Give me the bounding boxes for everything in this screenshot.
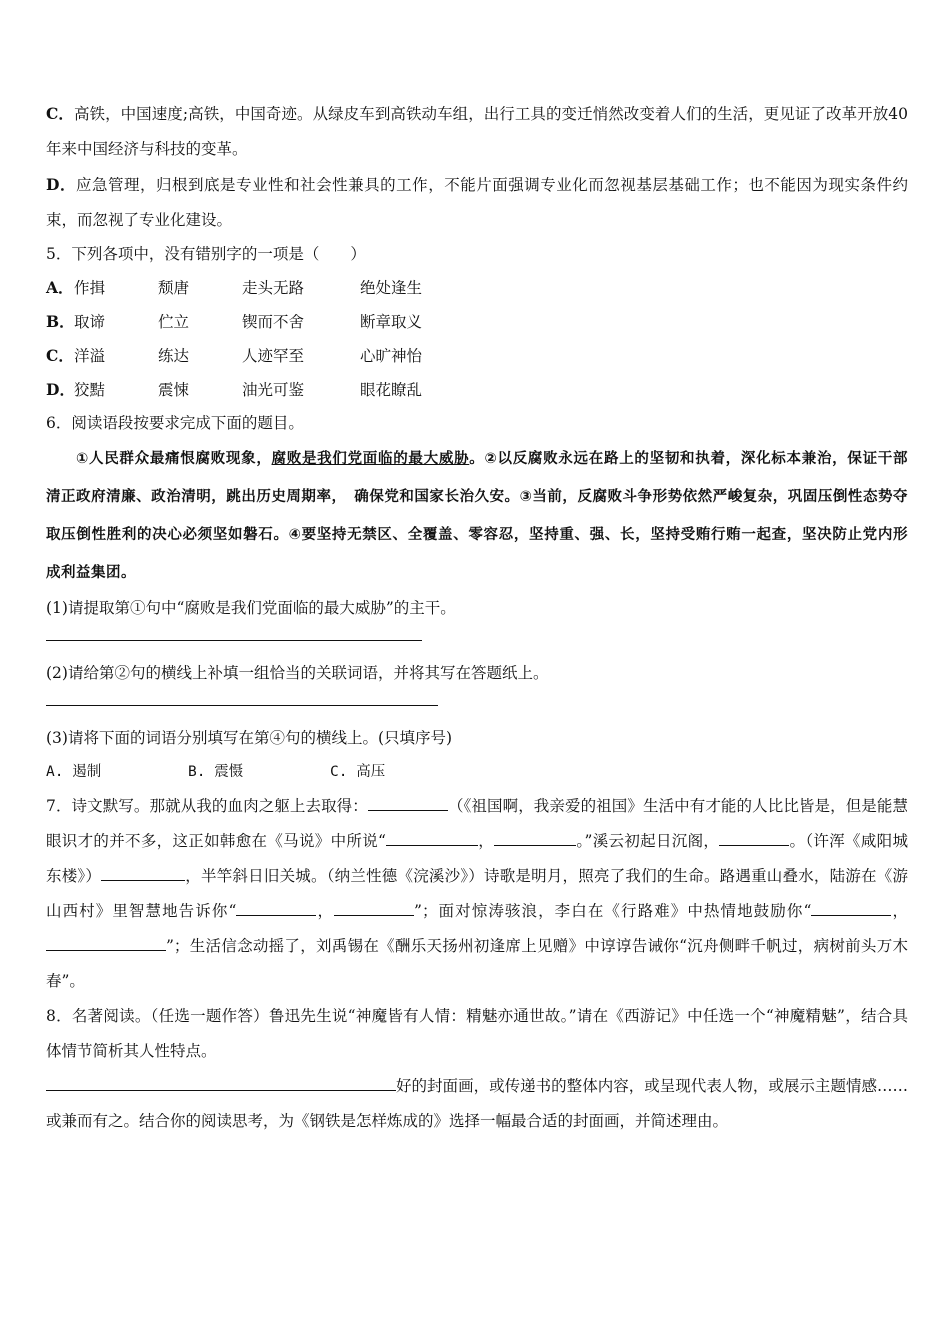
- fill-blank: [334, 901, 414, 916]
- q4-option-c: [46, 96, 908, 167]
- option-word: 伫立: [158, 313, 190, 331]
- q6-sub3: (3)请将下面的词语分别填写在第④句的横线上。(只填序号): [46, 729, 453, 747]
- q5-option-b: [46, 305, 908, 339]
- fill-blank: [386, 831, 478, 846]
- passage-text: 。②以反腐败永远在路上的坚韧和执着，深化标本兼治，保证干部清正政府清廉、政治清明，跳出历史周期率， 确保党和国家长治久安。③当前，反腐败斗争形势依然严峻复杂，巩固压倒性态势夺取压倒性胜利的决心必须坚如磐石。④要坚持无禁区、全覆盖、零容忍，坚持重、强、长，坚持受贿行贿一起查，坚决防止党内形成利益集团。: [46, 451, 909, 581]
- q7-segment: ，: [316, 902, 335, 920]
- q7-segment: ”；面对惊涛骇浪，李白在《行路难》中热情地鼓励你“: [414, 902, 812, 920]
- option-label: A．: [46, 278, 74, 297]
- q4-option-d: [46, 167, 908, 238]
- q9-segment: 好的封面画，或传递书的整体内容，或呈现代表人物，或展示主题情感……或兼而有之。结合你的阅读思考，为《钢铁是怎样炼成的》选择一幅最合适的封面画，并简述理由。: [46, 1077, 908, 1130]
- option-word: 走头无路: [242, 279, 305, 297]
- passage-text: ①人民群众最痛恨腐败现象，: [76, 451, 272, 467]
- option-word: 练达: [158, 347, 190, 365]
- option-label: D．: [46, 175, 76, 194]
- option-word: 作揖: [74, 279, 106, 297]
- option-word: 绝处逢生: [360, 279, 423, 297]
- q7-segment: 。”溪云初起日沉阁，: [576, 832, 720, 850]
- answer-line: [46, 639, 422, 641]
- choice-item: C. 高压: [330, 764, 386, 780]
- underlined-phrase: 腐败是我们党面临的最大威胁: [271, 451, 470, 467]
- fill-blank: [101, 866, 185, 881]
- q6-stem: 6．阅读语段按要求完成下面的题目。: [46, 414, 304, 432]
- option-label: C．: [46, 104, 74, 123]
- option-word: 人迹罕至: [242, 347, 305, 365]
- q7-segment: （《祖国啊，我亲爱的祖国》生活中有才能的人比比皆是，但是能慧眼识才的并不多，这正如韩愈在《马说》中所说“: [46, 797, 908, 850]
- q7-segment: 7．诗文默写。那就从我的血肉之躯上去取得：: [46, 797, 368, 815]
- fill-blank: [46, 936, 166, 951]
- q6-sub2: (2)请给第②句的横线上补填一组恰当的关联词语，并将其写在答题纸上。: [46, 664, 549, 682]
- q6-sub1: (1)请提取第①句中“腐败是我们党面临的最大威胁”的主干。: [46, 599, 456, 617]
- fill-blank: [46, 1076, 396, 1091]
- q7-segment: ，: [477, 832, 495, 850]
- fill-blank: [368, 796, 448, 811]
- fill-blank: [236, 901, 316, 916]
- q5-option-c: [46, 339, 908, 373]
- q7-text: [46, 789, 908, 999]
- q7-segment: 。（许浑《咸阳城东楼》）: [46, 832, 908, 885]
- choice-item: A. 遏制: [46, 764, 102, 780]
- option-word: 颓唐: [158, 279, 190, 297]
- q5-option-a: [46, 271, 908, 305]
- answer-line: [46, 704, 438, 706]
- q7-segment: ，半竿斜日旧关城。（纳兰性德《浣溪沙》）诗歌是明月，照亮了我们的生命。路遇重山叠水，陆游在《游山西村》里智慧地告诉你“: [46, 867, 908, 920]
- option-label: C．: [46, 346, 74, 365]
- q6-choices: [46, 755, 908, 789]
- document-page: [46, 96, 908, 1139]
- q6-passage: [46, 440, 908, 592]
- option-word: 狡黠: [74, 381, 106, 399]
- option-label: D．: [46, 380, 75, 399]
- q7-segment: ，: [891, 902, 908, 920]
- q9-text: [46, 1069, 908, 1139]
- q8-stem: 8．名著阅读。（任选一题作答）鲁迅先生说“神魔皆有人情：精魅亦通世故。”请在《西游记》中任选一个“神魔精魅”，结合具体情节简析其人性特点。: [46, 1007, 908, 1060]
- option-word: 震悚: [158, 381, 190, 399]
- option-word: 锲而不舍: [242, 313, 305, 331]
- option-text: 应急管理，归根到底是专业性和社会性兼具的工作，不能片面强调专业化而忽视基层基础工作；也不能因为现实条件约束，而忽视了专业化建设。: [46, 176, 908, 229]
- choice-item: B. 震慑: [188, 764, 244, 780]
- fill-blank: [811, 901, 891, 916]
- fill-blank: [719, 831, 789, 846]
- option-label: B．: [46, 312, 75, 331]
- option-word: 眼花瞭乱: [360, 381, 423, 399]
- option-word: 取谛: [74, 313, 106, 331]
- option-word: 洋溢: [74, 347, 106, 365]
- q5-stem: 5．下列各项中，没有错别字的一项是（ ）: [46, 245, 366, 263]
- option-word: 油光可鉴: [242, 381, 305, 399]
- option-word: 心旷神怡: [360, 347, 423, 365]
- option-text: 高铁，中国速度;高铁，中国奇迹。从绿皮车到高铁动车组，出行工具的变迁悄然改变着人们的生活，更见证了改革开放40年来中国经济与科技的变革。: [46, 105, 908, 158]
- fill-blank: [494, 831, 576, 846]
- option-word: 断章取义: [360, 313, 423, 331]
- q5-option-d: [46, 373, 908, 407]
- q7-segment: ”；生活信念动摇了，刘禹锡在《酬乐天扬州初逢席上见赠》中谆谆告诫你“沉舟侧畔千帆过，病树前头万木春”。: [46, 937, 908, 990]
